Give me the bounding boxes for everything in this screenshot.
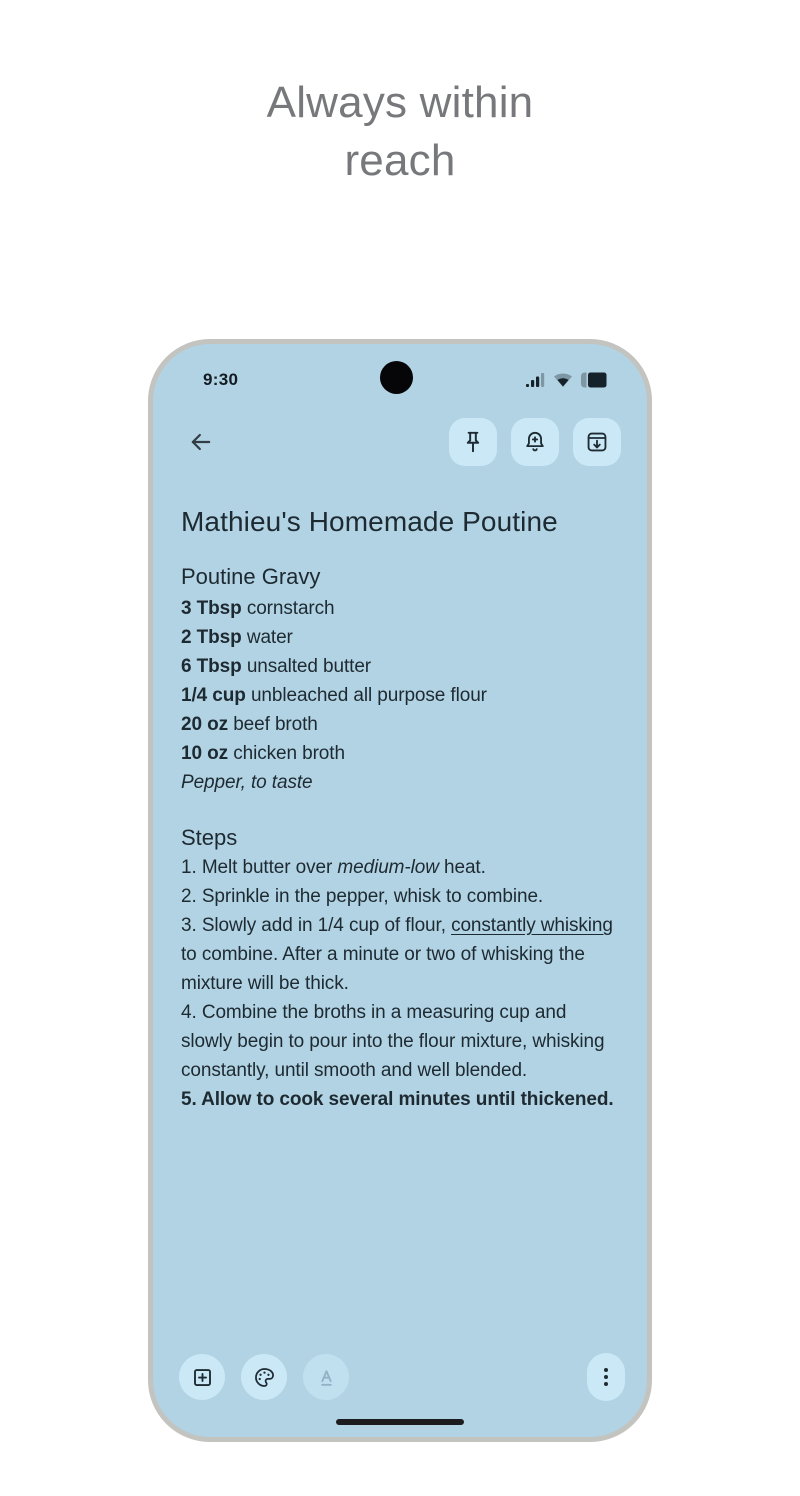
text-segment: 20 oz (181, 714, 229, 735)
text-segment: 10 oz (181, 743, 229, 764)
ingredient-line (181, 652, 619, 681)
home-indicator[interactable] (336, 1419, 464, 1425)
step-line (181, 998, 619, 1085)
status-icons (526, 372, 607, 388)
ingredient-line (181, 768, 619, 797)
text-segment: to combine. After a minute or two of whisking the mixture will be thick. (181, 944, 585, 994)
steps-heading: Steps (181, 825, 238, 850)
pin-icon (460, 429, 486, 455)
text-segment: 3. Slowly add in 1/4 cup of flour, (181, 915, 452, 936)
ingredient-line (181, 623, 619, 652)
format-text-icon (314, 1365, 339, 1390)
note-bottom-toolbar (179, 1353, 625, 1401)
archive-icon (584, 429, 610, 455)
text-segment: 6 Tbsp (181, 656, 242, 677)
add-box-icon (190, 1365, 215, 1390)
note-title[interactable]: Mathieu's Homemade Poutine (181, 506, 558, 537)
text-segment: beef broth (228, 714, 318, 735)
text-segment: constantly whisking (451, 915, 613, 936)
signal-icon (526, 372, 546, 388)
text-segment: Pepper, to taste (181, 772, 313, 793)
back-arrow-icon (187, 428, 215, 456)
text-segment: unbleached all purpose flour (245, 685, 487, 706)
pin-button[interactable] (449, 418, 497, 466)
wifi-icon (553, 372, 573, 388)
steps-list[interactable] (181, 853, 619, 1114)
ingredient-line (181, 710, 619, 739)
text-segment: 5. Allow to cook several minutes until thickened. (181, 1089, 614, 1110)
step-line (181, 1085, 619, 1114)
text-segment: 2 Tbsp (181, 627, 242, 648)
archive-button[interactable] (573, 418, 621, 466)
ingredients-heading: Poutine Gravy (181, 564, 321, 589)
note-app-bar (153, 392, 647, 466)
ingredient-line (181, 594, 619, 623)
page-title: Always within reach (266, 78, 534, 186)
text-segment: water (241, 627, 293, 648)
status-time: 9:30 (203, 370, 239, 389)
ingredients-list[interactable] (181, 594, 619, 797)
text-segment: 1/4 cup (181, 685, 246, 706)
more-options-button[interactable] (587, 1353, 625, 1401)
text-segment: chicken broth (228, 743, 345, 764)
text-segment: 2. Sprinkle in the pepper, whisk to combine. (181, 886, 544, 907)
text-segment: 3 Tbsp (181, 598, 242, 619)
text-segment: cornstarch (241, 598, 335, 619)
step-line (181, 911, 619, 998)
battery-icon (580, 372, 607, 388)
background-options-button[interactable] (241, 1354, 287, 1400)
step-line (181, 853, 619, 882)
text-segment: heat. (438, 857, 486, 878)
note-actions (449, 418, 621, 466)
ingredient-line (181, 739, 619, 768)
step-line (181, 882, 619, 911)
text-segment: unsalted butter (241, 656, 372, 677)
add-item-button[interactable] (179, 1354, 225, 1400)
text-segment: 1. Melt butter over (181, 857, 338, 878)
palette-icon (252, 1365, 277, 1390)
reminder-bell-icon (522, 429, 548, 455)
text-segment: 4. Combine the broths in a measuring cup and slowly begin to pour into the flour mixture, whisking constantly, until smooth and well blended. (181, 1002, 605, 1081)
phone-frame (148, 339, 652, 1442)
note-content (153, 506, 647, 1114)
text-format-button (303, 1354, 349, 1400)
back-button[interactable] (181, 422, 221, 462)
more-vert-icon (596, 1365, 616, 1389)
ingredient-line (181, 681, 619, 710)
camera-punch-hole (380, 361, 413, 394)
add-reminder-button[interactable] (511, 418, 559, 466)
text-segment: medium-low (337, 857, 439, 878)
